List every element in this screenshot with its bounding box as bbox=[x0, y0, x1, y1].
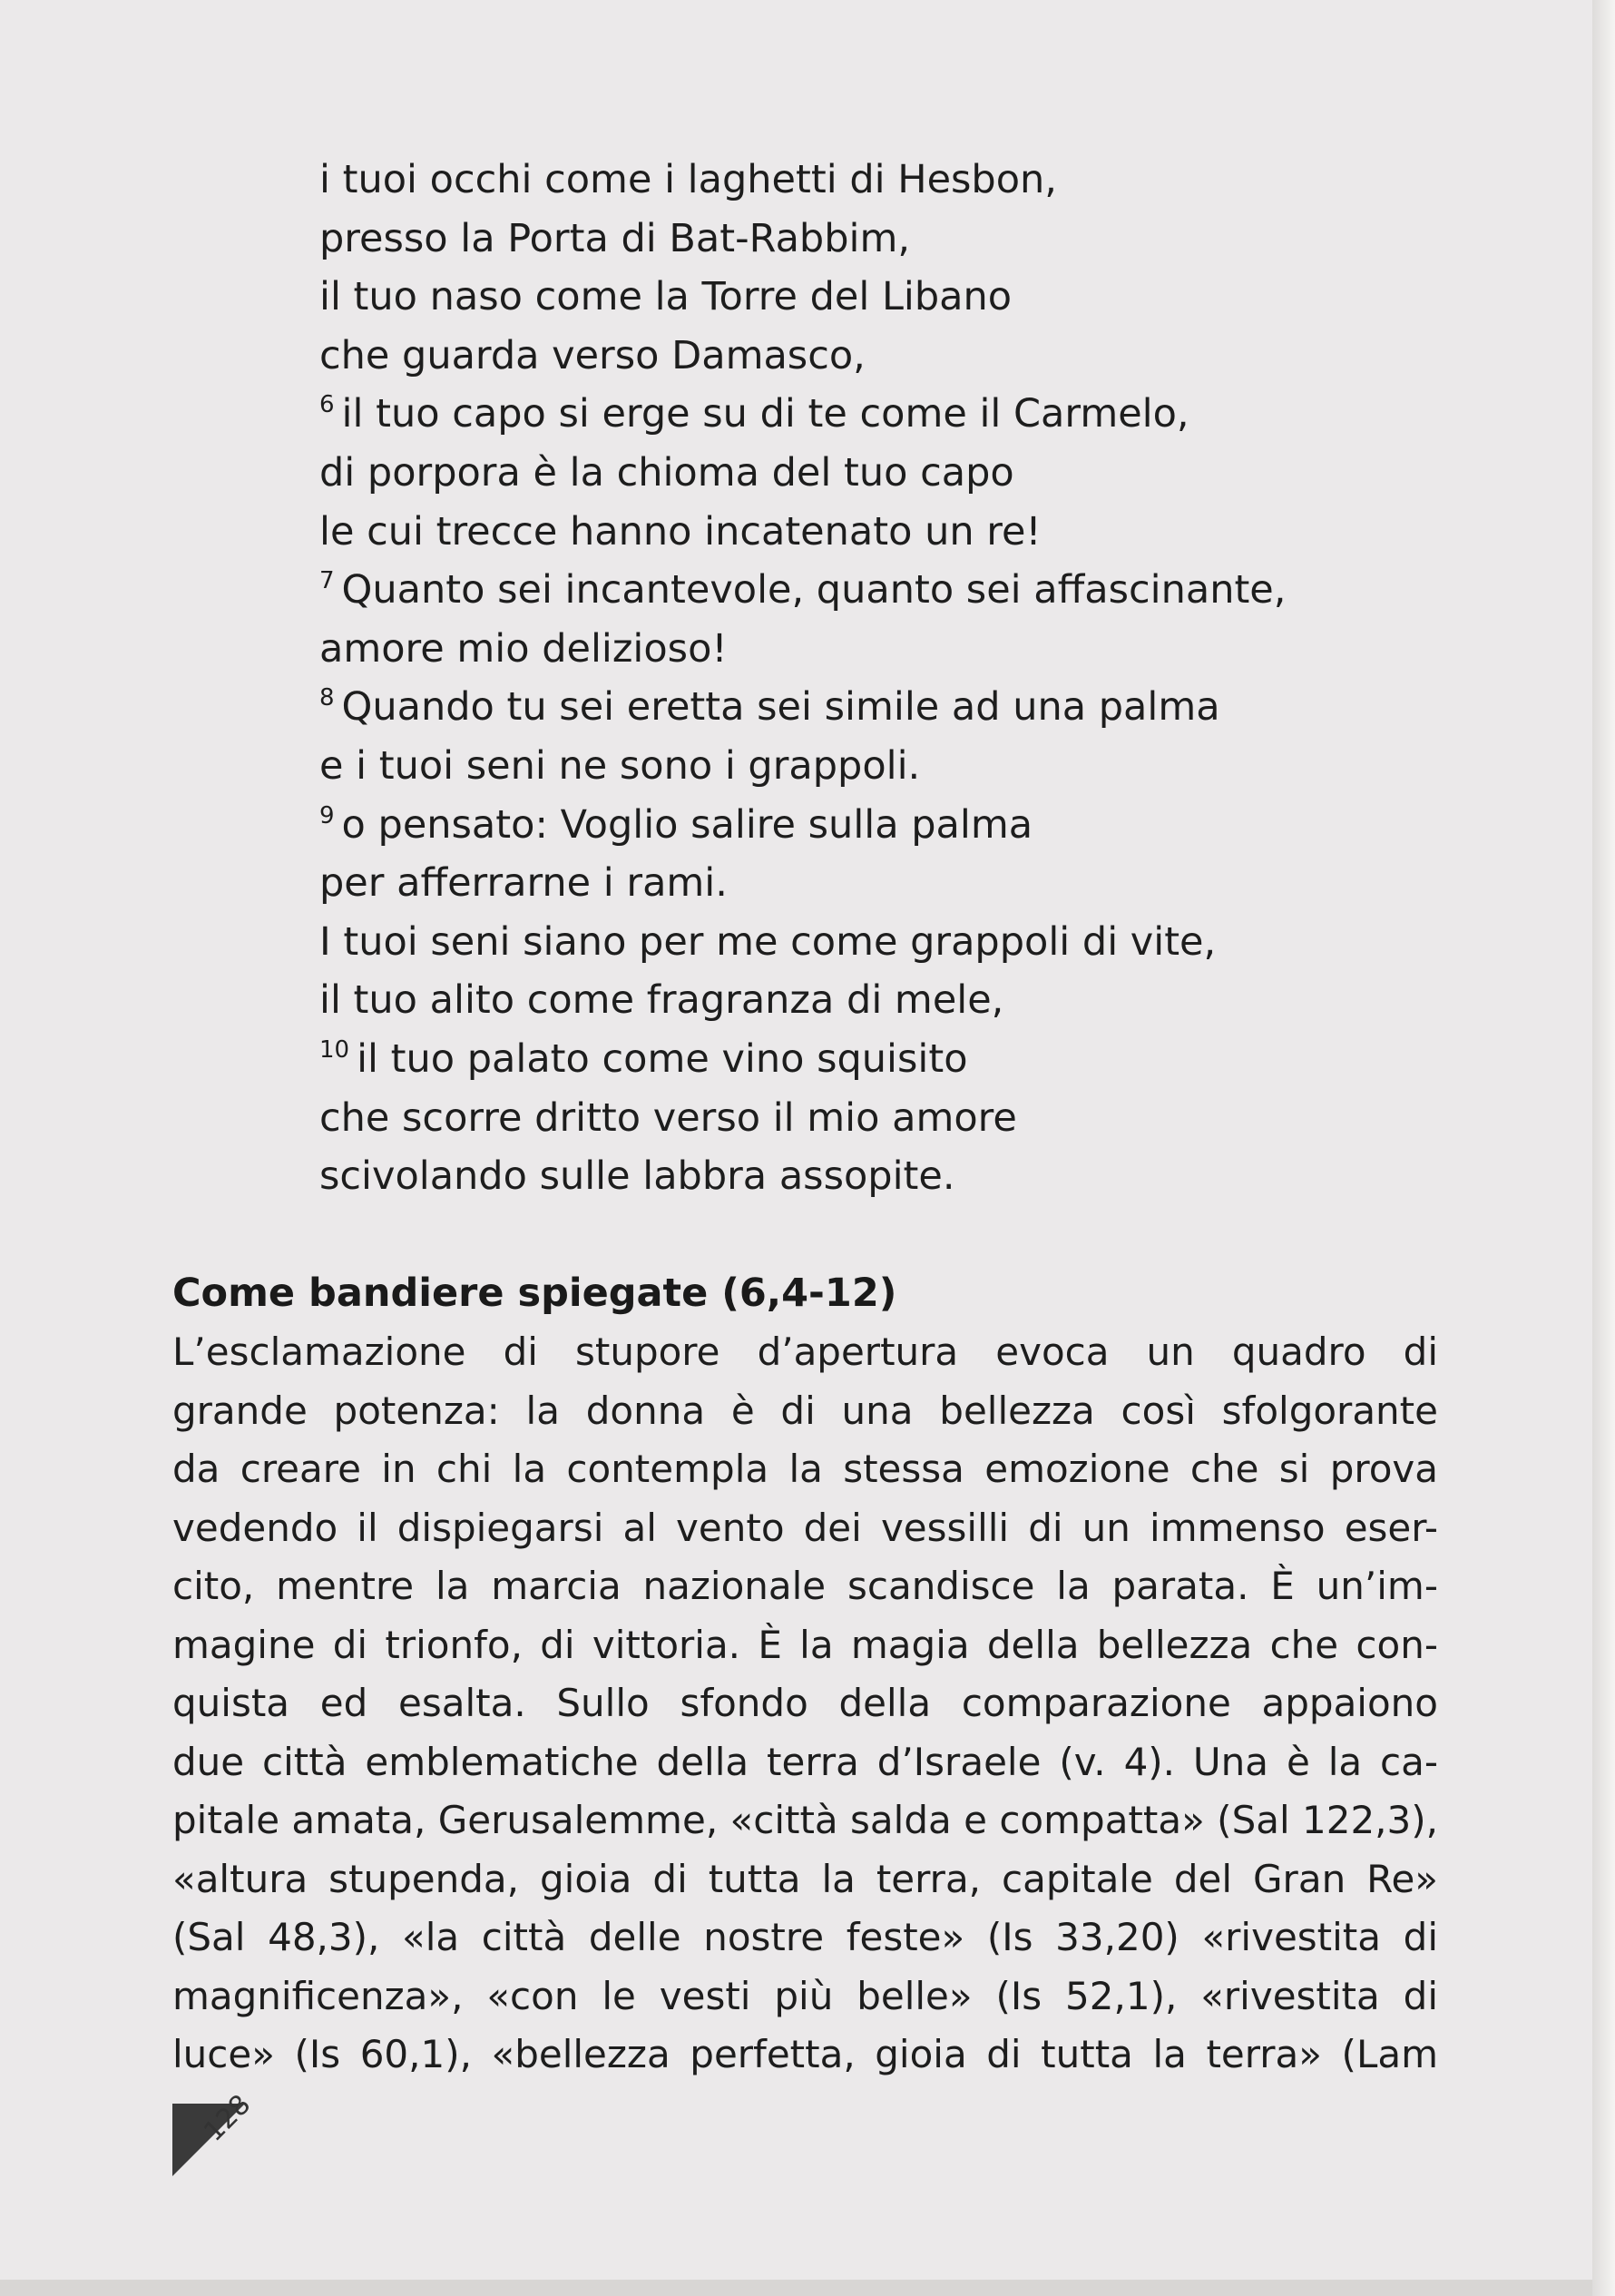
poem-line: di porpora è la chioma del tuo capo bbox=[319, 449, 1014, 496]
poem-line: che scorre dritto verso il mio amore bbox=[319, 1094, 1017, 1141]
section-heading: Come bandiere spiegate (6,4-12) bbox=[172, 1271, 897, 1316]
verse-number: 8 bbox=[319, 684, 335, 712]
verse-number: 7 bbox=[319, 567, 335, 595]
poem-line: per afferrarne i rami. bbox=[319, 860, 728, 907]
body-line: quista ed esalta. Sullo sfondo della comparazione appaiono bbox=[172, 1681, 1438, 1725]
body-line: da creare in chi la contempla la stessa emozione che si prova bbox=[172, 1447, 1438, 1491]
poem-line: presso la Porta di Bat-Rabbim, bbox=[319, 215, 911, 261]
body-line: «altura stupenda, gioia di tutta la terra, capitale del Gran Re» bbox=[172, 1856, 1438, 1901]
verse-number: 10 bbox=[319, 1035, 350, 1064]
verse-number: 9 bbox=[319, 801, 335, 829]
poem-line: i tuoi occhi come i laghetti di Hesbon, bbox=[319, 157, 1057, 202]
body-line: magnificenza», «con le vesti più belle» (Is 52,1), «rivestita di bbox=[172, 1973, 1438, 2018]
poem-line: e i tuoi seni ne sono i grappoli. bbox=[319, 742, 921, 789]
poem-line: il tuo naso come la Torre del Libano bbox=[319, 274, 1013, 320]
poem-block bbox=[319, 151, 1363, 1206]
poem-line: le cui trecce hanno incatenato un re! bbox=[319, 508, 1042, 554]
body-line: cito, mentre la marcia nazionale scandisce la parata. È un’im- bbox=[172, 1564, 1438, 1608]
poem-line: $^7$ Quanto sei incantevole, quanto sei affascinante, bbox=[319, 567, 1287, 613]
body-line: grande potenza: la donna è di una bellezza così sfolgorante bbox=[172, 1388, 1438, 1433]
body-line: L’esclamazione di stupore d’apertura evoca un quadro di bbox=[172, 1330, 1438, 1374]
poem-line: amore mio delizioso! bbox=[319, 625, 728, 672]
verse-number: 6 bbox=[319, 391, 335, 419]
poem-line: $^9$ o pensato: Voglio salire sulla palma bbox=[319, 801, 1033, 848]
body-line: luce» (Is 60,1), «bellezza perfetta, gioia di tutta la terra» (Lam bbox=[172, 2032, 1438, 2076]
poem-line: $^{10}$ il tuo palato come vino squisito bbox=[319, 1035, 968, 1082]
section-body bbox=[172, 1323, 1438, 2085]
body-line: magine di trionfo, di vittoria. È la magia della bellezza che con- bbox=[172, 1622, 1438, 1667]
body-line: (Sal 48,3), «la città delle nostre feste» (Is 33,20) «rivestita di bbox=[172, 1915, 1438, 1959]
page-edge bbox=[1592, 0, 1615, 2296]
poem-line: I tuoi seni siano per me come grappoli di vite, bbox=[319, 918, 1217, 965]
page-number: 128 bbox=[198, 2088, 258, 2148]
poem-line: $^8$ Quando tu sei eretta sei simile ad una palma bbox=[319, 684, 1220, 731]
poem-line: che guarda verso Damasco, bbox=[319, 332, 866, 378]
poem-line: il tuo alito come fragranza di mele, bbox=[319, 977, 1004, 1024]
body-line: pitale amata, Gerusalemme, «città salda e compatta» (Sal 122,3), bbox=[172, 1798, 1438, 1842]
poem-line: $^6$ il tuo capo si erge su di te come il Carmelo, bbox=[319, 391, 1189, 437]
body-line: vedendo il dispiegarsi al vento dei vessilli di un immenso eser- bbox=[172, 1505, 1438, 1550]
poem-line: scivolando sulle labbra assopite. bbox=[319, 1153, 955, 1200]
body-line: due città emblematiche della terra d’Israele (v. 4). Una è la ca- bbox=[172, 1739, 1438, 1784]
